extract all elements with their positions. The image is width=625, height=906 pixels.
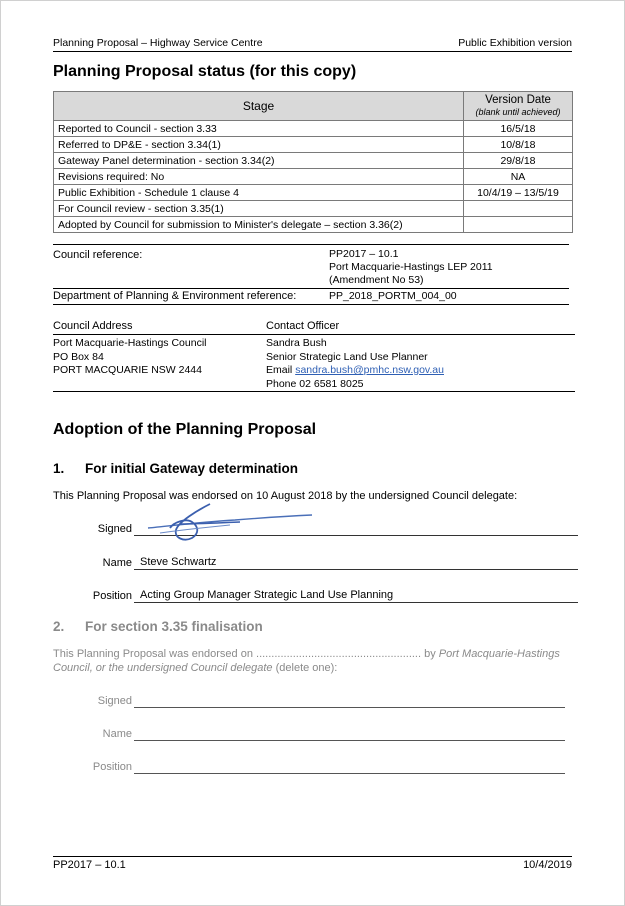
table-row <box>54 137 573 153</box>
table-row <box>54 201 573 217</box>
table-row <box>54 153 573 169</box>
position-line <box>134 586 578 603</box>
date-cell: 10/4/19 – 13/5/19 <box>464 185 573 201</box>
name-label: Name <box>102 728 132 740</box>
status-table <box>53 91 573 233</box>
text-part: Port Macquarie-Hastings Council <box>53 648 560 674</box>
date-cell: 10/8/18 <box>464 137 573 153</box>
stage-cell: Public Exhibition - Schedule 1 clause 4 <box>54 185 464 201</box>
council-reference-label: Council reference: <box>53 249 143 261</box>
officer-phone: Phone 02 6581 8025 <box>266 377 364 390</box>
contacts-body <box>53 335 575 392</box>
contacts-header <box>53 320 575 335</box>
table-row <box>54 217 573 233</box>
stage-column-header: Stage <box>54 92 464 121</box>
footer-right: 10/4/2019 <box>523 859 572 871</box>
council-reference-value <box>329 248 493 287</box>
adoption-title: Adoption of the Planning Proposal <box>53 421 317 438</box>
stage-cell: Gateway Panel determination - section 3.34(2) <box>54 153 464 169</box>
section-1-heading <box>53 461 298 476</box>
stage-cell: For Council review - section 3.35(1) <box>54 201 464 217</box>
council-address-label: Council Address <box>53 320 133 332</box>
table-row <box>54 121 573 137</box>
officer-name: Sandra Bush <box>266 337 327 349</box>
text-part: (delete one): <box>272 662 338 674</box>
contact-officer-label: Contact Officer <box>266 320 340 332</box>
name-line <box>134 724 565 741</box>
section-2-heading <box>53 619 263 634</box>
position-field-2 <box>53 758 578 774</box>
date-cell <box>464 201 573 217</box>
text-part: , or the undersigned Council delegate <box>89 662 273 674</box>
date-cell: 16/5/18 <box>464 121 573 137</box>
header-right: Public Exhibition version <box>458 37 572 49</box>
contacts-block <box>53 320 575 392</box>
council-reference-line: PP2017 – 10.1 <box>329 248 399 260</box>
table-row <box>54 169 573 185</box>
signed-label: Signed <box>97 523 132 535</box>
council-reference-line: Port Macquarie-Hastings LEP 2011 <box>329 261 493 273</box>
date-cell: NA <box>464 169 573 185</box>
stage-cell: Revisions required: No <box>54 169 464 185</box>
name-label: Name <box>102 557 132 569</box>
name-value: Steve Schwartz <box>140 556 217 568</box>
dpe-reference-label: Department of Planning & Environment reference: <box>53 290 297 302</box>
council-reference-row <box>53 244 569 290</box>
section-number: 2. <box>53 619 65 634</box>
signed-field-2 <box>53 692 578 708</box>
position-label: Position <box>92 761 132 773</box>
version-header-note: (blank until achieved) <box>475 107 561 117</box>
text-part: by <box>421 648 439 660</box>
address-line: Port Macquarie-Hastings Council <box>53 337 207 349</box>
stage-cell: Adopted by Council for submission to Minister's delegate – section 3.36(2) <box>54 217 464 233</box>
officer-email-link[interactable]: sandra.bush@pmhc.nsw.gov.au <box>295 364 444 376</box>
date-cell: 29/8/18 <box>464 153 573 169</box>
position-label: Position <box>92 590 132 602</box>
name-line <box>134 553 578 570</box>
position-field <box>53 587 578 603</box>
status-title: Planning Proposal status (for this copy) <box>53 63 357 80</box>
officer-email-line <box>266 364 444 378</box>
section-number: 1. <box>53 461 65 476</box>
page-footer <box>53 856 572 871</box>
council-address <box>53 337 206 378</box>
dpe-reference-row <box>53 288 569 305</box>
signature-image <box>140 500 320 546</box>
table-row <box>54 185 573 201</box>
version-header-label: Version Date <box>485 94 551 106</box>
version-column-header <box>464 92 573 121</box>
signed-label: Signed <box>97 695 132 707</box>
footer-left: PP2017 – 10.1 <box>53 859 126 871</box>
status-table-header <box>54 92 573 121</box>
contact-officer <box>266 337 444 391</box>
section-title: For initial Gateway determination <box>85 461 299 476</box>
section-2-text <box>53 647 573 675</box>
address-line: PORT MACQUARIE NSW 2444 <box>53 364 202 376</box>
email-label: Email <box>266 364 296 376</box>
text-part: This Planning Proposal was endorsed on <box>53 648 257 660</box>
signed-line <box>134 691 565 708</box>
stage-cell: Reported to Council - section 3.33 <box>54 121 464 137</box>
dpe-reference-value: PP_2018_PORTM_004_00 <box>329 290 457 302</box>
section-title: For section 3.35 finalisation <box>85 619 263 634</box>
date-blank: ...................................................... <box>256 648 422 660</box>
council-reference-line: (Amendment No 53) <box>329 274 424 286</box>
name-field <box>53 554 578 570</box>
position-line <box>134 757 565 774</box>
stage-cell: Referred to DP&E - section 3.34(1) <box>54 137 464 153</box>
section-1-text: This Planning Proposal was endorsed on 10 August 2018 by the undersigned Council delegate: <box>53 490 518 502</box>
name-field-2 <box>53 725 578 741</box>
position-value: Acting Group Manager Strategic Land Use Planning <box>140 589 394 601</box>
date-cell <box>464 217 573 233</box>
officer-title: Senior Strategic Land Use Planner <box>266 350 428 363</box>
page-header <box>53 37 572 52</box>
header-left: Planning Proposal – Highway Service Centre <box>53 37 263 49</box>
address-line: PO Box 84 <box>53 350 104 363</box>
